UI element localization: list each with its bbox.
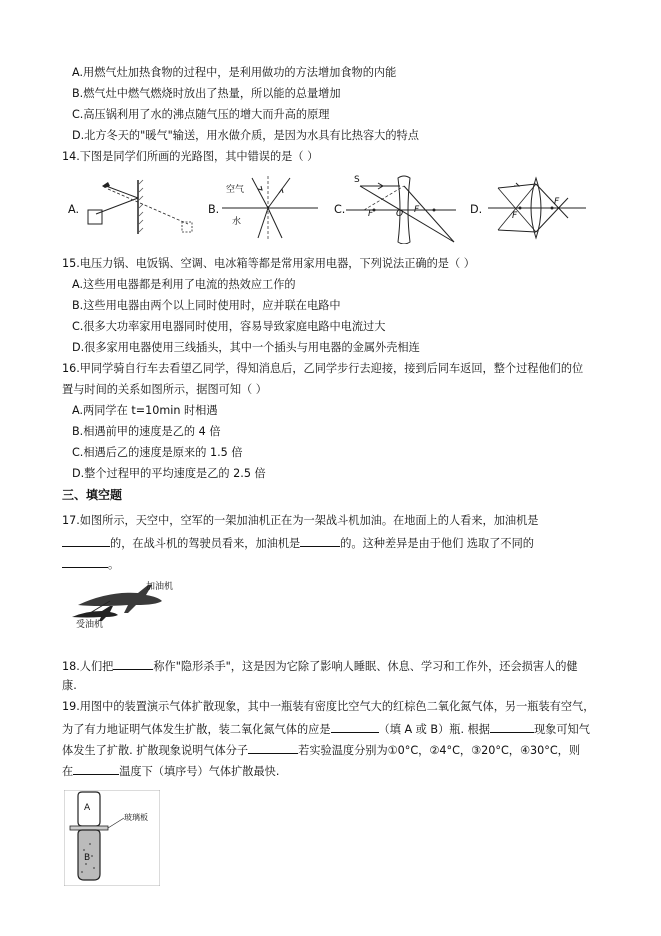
q19-line2-text-c: 现象可知气 xyxy=(533,723,590,736)
q15-option-d: D.很多家用电器使用三线插头，其中一个插头与用电器的金属外壳相连 xyxy=(72,341,420,354)
q17-line2 xyxy=(62,534,534,552)
q19-blank-3[interactable] xyxy=(248,741,298,754)
q19-line2-text-b: （填 A 或 B）瓶. 根据 xyxy=(378,723,490,736)
q14-stem: 14.下图是同学们所画的光路图，其中错误的是（ ） xyxy=(62,150,319,163)
q14-figure-b xyxy=(208,174,320,242)
q19-line4 xyxy=(62,762,279,780)
q17-line1: 17.如图所示，天空中，空军的一架加油机正在为一架战斗机加油。在地面上的人看来，加油机是 xyxy=(62,514,539,527)
q17-blank-2[interactable] xyxy=(300,534,340,547)
q16-option-c: C.相遇后乙的速度是原来的 1.5 倍 xyxy=(72,446,243,459)
q16-option-a: A.两同学在 t=10min 时相遇 xyxy=(72,404,218,417)
q15-option-b: B.这些用电器由两个以上同时使用时，应并联在电路中 xyxy=(72,299,341,312)
q13-option-c: C.高压锅利用了水的沸点随气压的增大而升高的原理 xyxy=(72,108,330,121)
q17-blank-1[interactable] xyxy=(62,534,110,547)
q19-line3-text-a: 体发生了扩散. 扩散现象说明气体分子 xyxy=(62,744,249,757)
q14-figure-c-f2-label: F xyxy=(414,205,420,215)
q18-line2: 康. xyxy=(62,679,77,692)
q16-stem-line2: 置与时间的关系如图所示，据图可知（ ） xyxy=(62,383,267,396)
q13-option-d: D.北方冬天的"暖气"输送，用水做介质，是因为水具有比热容大的特点 xyxy=(72,129,419,142)
q19-line1: 19.用图中的装置演示气体扩散现象，其中一瓶装有密度比空气大的红棕色二氧化氮气体，另一瓶装有空气， xyxy=(62,700,595,713)
q19-line4-text-a: 在 xyxy=(62,765,74,778)
section-heading-fill-in: 三、填空题 xyxy=(62,488,123,502)
q18-line1-text-b: 称作"隐形杀手"，这是因为它除了影响人睡眠、休息、学习和工作外，还会损害人的健 xyxy=(153,660,578,673)
q15-stem: 15.电压力锅、电饭锅、空调、电冰箱等都是常用家用电器，下列说法正确的是（ ） xyxy=(62,257,475,270)
q19-blank-2[interactable] xyxy=(490,720,534,733)
q14-figure-d xyxy=(470,174,588,242)
q17-figure-receiver-label: 受油机 xyxy=(76,620,104,630)
q14-figure-a xyxy=(68,176,198,240)
q13-option-a: A.用燃气灶加热食物的过程中，是利用做功的方法增加食物的内能 xyxy=(72,66,397,79)
q18-line1-text-a: 18.人们把 xyxy=(62,660,114,673)
q17-line2-text-a: 的，在战斗机的驾驶员看来，加油机是 xyxy=(110,537,301,550)
q17-figure-tanker-label: 加油机 xyxy=(146,582,174,592)
q19-line3 xyxy=(62,741,580,759)
q17-line2-text-b: 的。这种差异是由于他们 选取了不同的 xyxy=(340,537,534,550)
q14-figure-c-o-label: O xyxy=(396,209,404,219)
q16-option-d: D.整个过程甲的平均速度是乙的 2.5 倍 xyxy=(72,467,266,480)
q14-figure-b-label: B. xyxy=(208,203,220,216)
q19-line2-text-a: 为了有力地证明气体发生扩散，装二氧化氮气体的应是 xyxy=(62,723,331,736)
q19-diffusion-figure xyxy=(64,790,160,886)
q14-figure-d-label: D. xyxy=(470,203,483,216)
q14-figure-c xyxy=(334,174,458,244)
q19-blank-4[interactable] xyxy=(73,762,119,775)
q15-option-a: A.这些用电器都是利用了电流的热效应工作的 xyxy=(72,278,296,291)
q17-refueling-figure xyxy=(70,577,190,633)
q19-figure-plate-label: 玻璃板 xyxy=(124,813,148,822)
q14-figure-b-air-label: 空气 xyxy=(226,185,245,195)
q13-option-b: B.燃气灶中燃气燃烧时放出了热量，所以能的总量增加 xyxy=(72,87,341,100)
q19-figure-bottle-b-label: B xyxy=(84,853,91,863)
q14-figure-d-f1-label: F xyxy=(512,211,518,221)
q17-line3 xyxy=(62,555,119,573)
q14-figure-a-label: A. xyxy=(68,203,80,216)
q19-line3-text-b: 若实验温度分别为①0°C，②4°C，③20°C，④30°C，则 xyxy=(298,744,581,757)
q19-blank-1[interactable] xyxy=(331,720,379,733)
q14-figure-c-f1-label: F xyxy=(368,209,374,219)
q17-line3-text: 。 xyxy=(108,558,120,571)
q14-figure-b-water-label: 水 xyxy=(232,217,242,227)
q14-figure-d-f2-label: F xyxy=(554,197,560,207)
q19-line2 xyxy=(62,720,590,738)
q19-figure-bottle-a-label: A xyxy=(84,803,91,813)
q18-line1 xyxy=(62,657,578,675)
q16-stem-line1: 16.甲同学骑自行车去看望乙同学，得知消息后，乙同学步行去迎接，接到后同车返回，整个过程他们的位 xyxy=(62,362,584,375)
q14-figure-c-s-label: S xyxy=(354,175,360,185)
q14-figure-c-label: C. xyxy=(334,203,346,216)
q15-option-c: C.很多大功率家用电器同时使用，容易导致家庭电路中电流过大 xyxy=(72,320,386,333)
q19-line4-text-b: 温度下（填序号）气体扩散最快. xyxy=(119,765,280,778)
q16-option-b: B.相遇前甲的速度是乙的 4 倍 xyxy=(72,425,221,438)
q18-blank-1[interactable] xyxy=(113,657,153,670)
q17-blank-3[interactable] xyxy=(62,555,108,568)
